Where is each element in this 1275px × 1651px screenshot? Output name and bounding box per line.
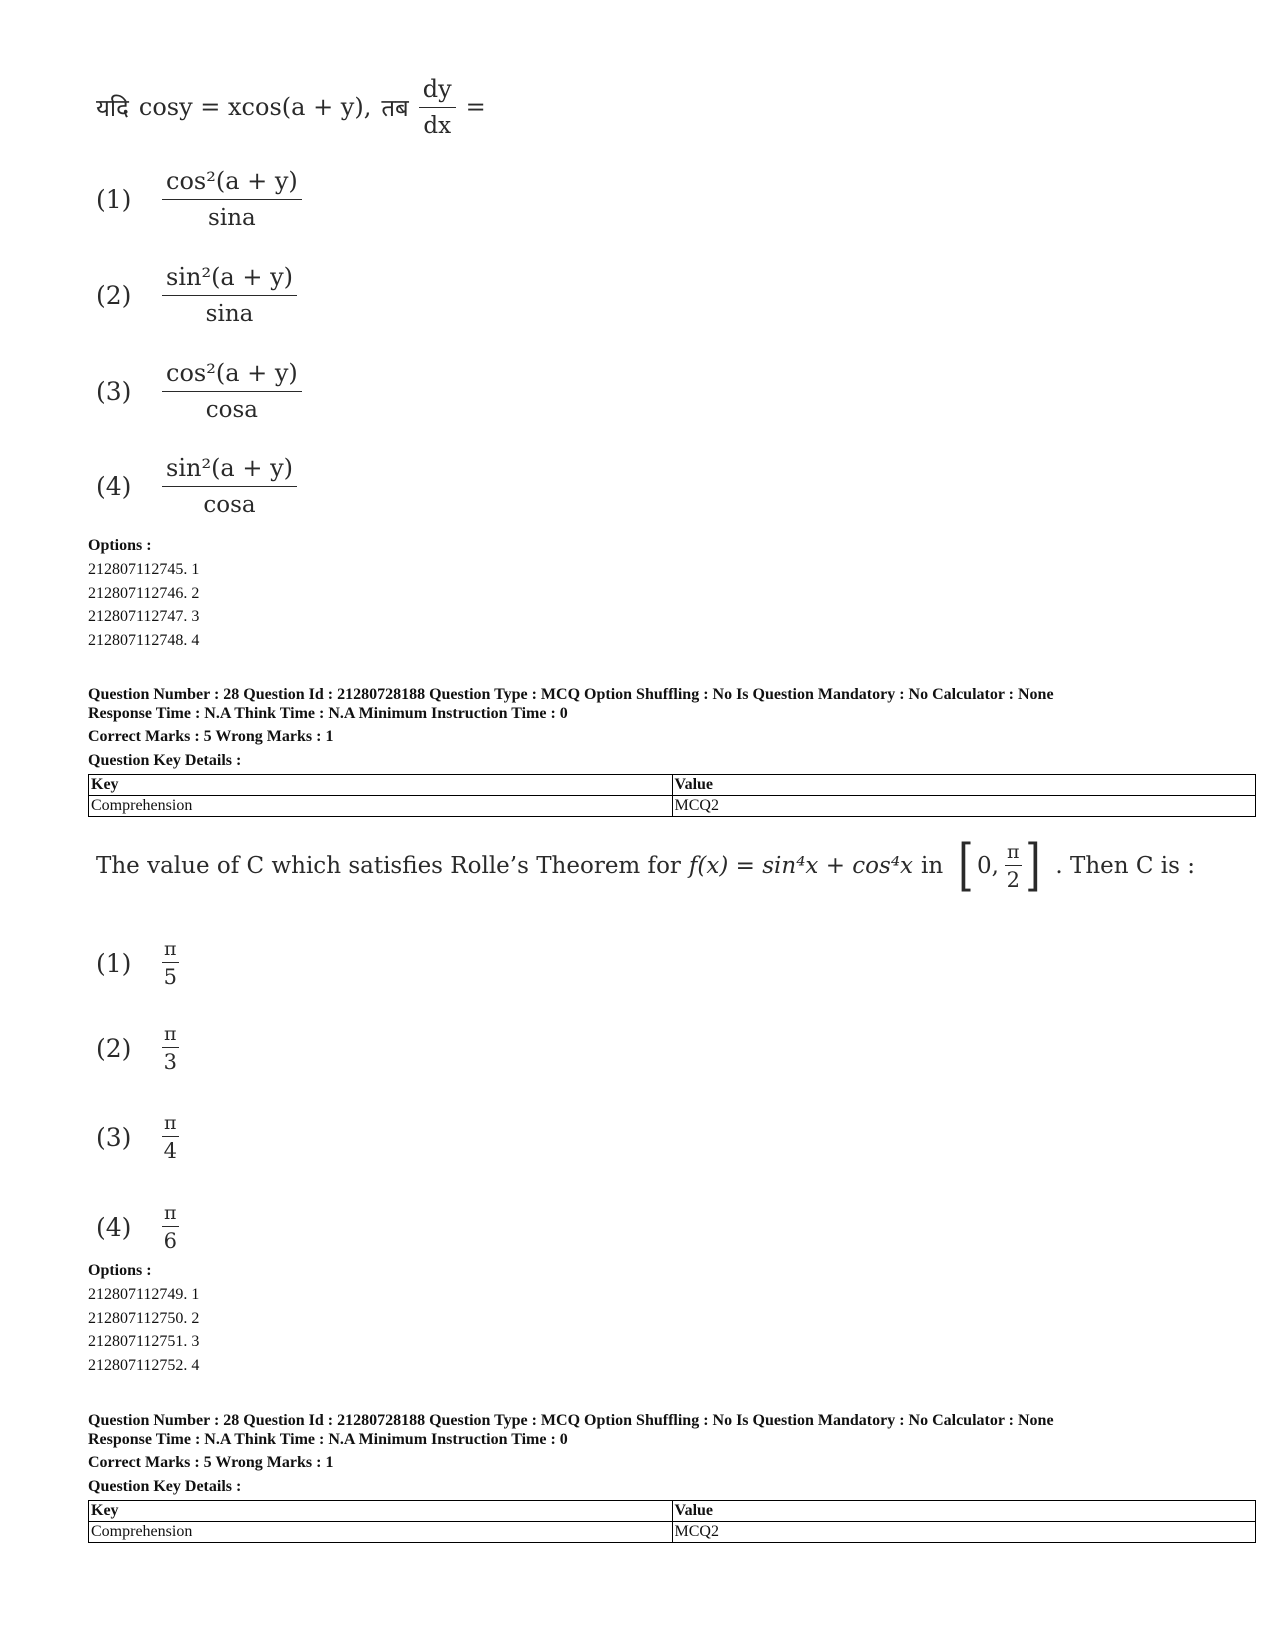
stem-prefix: The value of C which satisfies Rolle’s Theorem for — [96, 853, 681, 879]
fraction-denominator: 2 — [1006, 867, 1020, 892]
option-id: 212807112745. 1 — [88, 561, 200, 578]
table-header-key: Key — [89, 775, 673, 796]
fraction-denominator: cosa — [203, 492, 256, 518]
fraction-numerator: cos²(a + y) — [162, 166, 302, 200]
stem-function: f(x) = sin⁴x + cos⁴x — [688, 853, 914, 879]
fraction-denominator: 6 — [163, 1229, 177, 1253]
option-fraction — [162, 1112, 179, 1163]
question-marks: Correct Marks : 5 Wrong Marks : 1 — [88, 728, 334, 745]
answer-option — [96, 938, 179, 989]
option-id: 212807112748. 4 — [88, 632, 200, 649]
fraction-numerator: cos²(a + y) — [162, 358, 302, 392]
table-cell-value: MCQ2 — [672, 1522, 1256, 1543]
derivative-numerator: dy — [419, 74, 456, 108]
fraction-numerator: π — [162, 1112, 179, 1137]
option-number: (1) — [96, 949, 132, 978]
table-header-value: Value — [672, 1501, 1256, 1522]
question-meta: Question Number : 28 Question Id : 21280728188 Question Type : MCQ Option Shuffling : No Is Question Mandatory : No Calculator : None — [88, 1412, 1054, 1429]
option-number: (3) — [96, 376, 132, 406]
option-id: 212807112750. 2 — [88, 1310, 200, 1327]
table-header-row — [89, 1501, 1256, 1522]
key-details-label: Question Key Details : — [88, 1478, 242, 1495]
question-timing: Response Time : N.A Think Time : N.A Minimum Instruction Time : 0 — [88, 1431, 568, 1448]
key-details-table — [88, 1500, 1256, 1543]
option-fraction — [162, 358, 302, 424]
options-label: Options : — [88, 1262, 152, 1279]
interval — [955, 833, 1043, 898]
derivative-denominator: dx — [423, 113, 452, 139]
table-header-key: Key — [89, 1501, 673, 1522]
table-cell-value: MCQ2 — [672, 796, 1256, 817]
fraction-denominator: sina — [208, 205, 256, 231]
option-number: (3) — [96, 1123, 132, 1152]
question-timing: Response Time : N.A Think Time : N.A Minimum Instruction Time : 0 — [88, 705, 568, 722]
option-fraction — [162, 453, 297, 519]
answer-option — [96, 262, 297, 328]
option-fraction — [162, 166, 302, 232]
derivative-fraction — [419, 74, 456, 140]
interval-start: 0, — [977, 853, 999, 879]
right-bracket-icon: ] — [1024, 833, 1041, 898]
option-id: 212807112747. 3 — [88, 608, 200, 625]
question-stem — [96, 833, 1195, 898]
answer-option — [96, 1023, 179, 1074]
fraction-numerator: π — [1005, 841, 1022, 866]
fraction-numerator: sin²(a + y) — [162, 453, 297, 487]
table-cell-key: Comprehension — [89, 796, 673, 817]
stem-suffix: . Then C is : — [1055, 853, 1195, 879]
question-meta: Question Number : 28 Question Id : 21280728188 Question Type : MCQ Option Shuffling : No Is Question Mandatory : No Calculator : None — [88, 686, 1054, 703]
table-cell-key: Comprehension — [89, 1522, 673, 1543]
fraction-denominator: 3 — [163, 1050, 177, 1074]
question-marks: Correct Marks : 5 Wrong Marks : 1 — [88, 1454, 334, 1471]
answer-option — [96, 453, 297, 519]
answer-option — [96, 358, 302, 424]
table-row — [89, 1522, 1256, 1543]
option-id: 212807112746. 2 — [88, 585, 200, 602]
fraction-denominator: 5 — [163, 965, 177, 989]
answer-option — [96, 1202, 179, 1253]
fraction-denominator: sina — [205, 301, 254, 327]
option-id: 212807112749. 1 — [88, 1286, 200, 1303]
table-row — [89, 796, 1256, 817]
table-header-row — [89, 775, 1256, 796]
fraction-numerator: π — [162, 1023, 179, 1048]
answer-option — [96, 1112, 179, 1163]
option-fraction — [162, 262, 297, 328]
option-number: (1) — [96, 184, 132, 214]
answer-option — [96, 166, 302, 232]
question-stem — [96, 74, 486, 140]
table-header-value: Value — [672, 775, 1256, 796]
stem-hindi-if: यदि — [96, 93, 129, 122]
fraction-denominator: 4 — [163, 1139, 177, 1163]
option-number: (4) — [96, 471, 132, 501]
option-fraction — [162, 1202, 179, 1253]
stem-hindi-then: तब — [381, 93, 409, 122]
option-fraction — [162, 1023, 179, 1074]
fraction-numerator: sin²(a + y) — [162, 262, 297, 296]
fraction-numerator: π — [162, 938, 179, 963]
interval-end-fraction — [1005, 841, 1022, 892]
stem-equation: cosy = xcos(a + y), — [138, 93, 372, 121]
stem-equals: = — [465, 93, 486, 121]
options-label: Options : — [88, 537, 152, 554]
option-number: (4) — [96, 1213, 132, 1242]
option-id: 212807112751. 3 — [88, 1333, 200, 1350]
option-id: 212807112752. 4 — [88, 1357, 200, 1374]
stem-in: in — [921, 853, 944, 879]
key-details-label: Question Key Details : — [88, 752, 242, 769]
fraction-denominator: cosa — [205, 397, 259, 423]
left-bracket-icon: [ — [958, 833, 974, 898]
option-fraction — [162, 938, 179, 989]
option-number: (2) — [96, 1034, 132, 1063]
fraction-numerator: π — [162, 1202, 179, 1227]
key-details-table — [88, 774, 1256, 817]
option-number: (2) — [96, 280, 132, 310]
